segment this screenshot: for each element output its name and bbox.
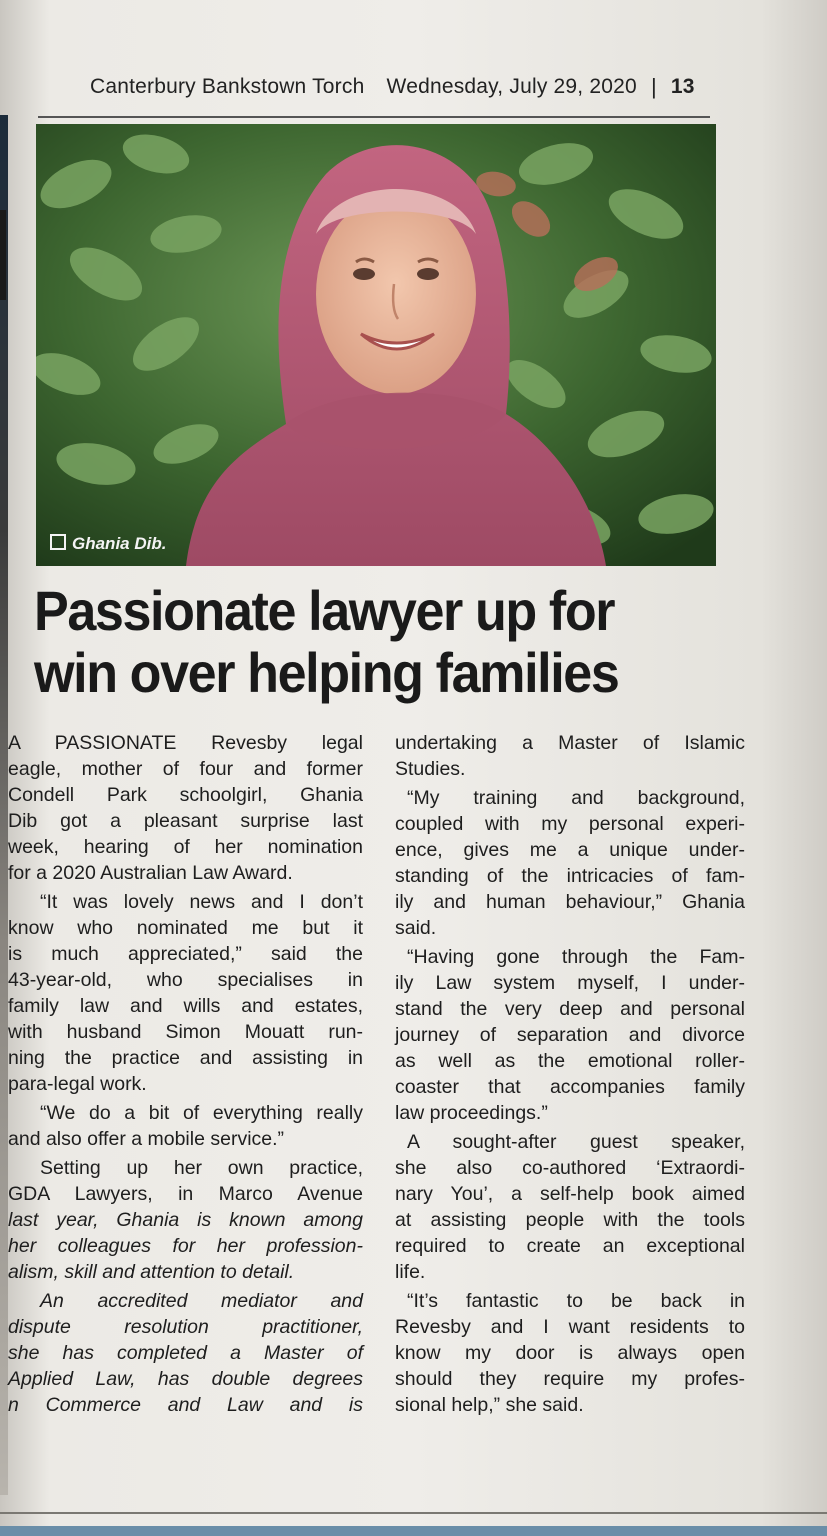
- column1-line: 43-year-old, who specialises in: [8, 969, 363, 991]
- footer-rule: [0, 1512, 827, 1514]
- column1-line: An accredited mediator and: [40, 1290, 363, 1312]
- column1-line: n Commerce and Law and is: [8, 1394, 363, 1416]
- column1-line: last year, Ghania is known among: [8, 1209, 363, 1231]
- column1-line: GDA Lawyers, in Marco Avenue: [8, 1183, 363, 1205]
- column2-line: she also co-authored ‘Extraordi-: [395, 1157, 745, 1179]
- column2-line: stand the very deep and personal: [395, 998, 745, 1020]
- portrait-illustration: [36, 124, 716, 566]
- column2-line: nary You’, a self-help book aimed: [395, 1183, 745, 1205]
- column2-line: life.: [395, 1261, 426, 1283]
- column2-line: as well as the emotional roller-: [395, 1050, 745, 1072]
- column1-line: for a 2020 Australian Law Award.: [8, 862, 293, 884]
- column1-line: week, hearing of her nomination: [8, 836, 363, 858]
- publication-name: Canterbury Bankstown Torch: [90, 75, 365, 98]
- page-header: [90, 74, 730, 114]
- column1-line: alism, skill and attention to detail.: [8, 1261, 295, 1283]
- column2-line: sional help,” she said.: [395, 1394, 584, 1416]
- column1-line: A PASSIONATE Revesby legal: [8, 732, 363, 754]
- issue-date: Wednesday, July 29, 2020: [386, 75, 637, 98]
- column2-line: law proceedings.”: [395, 1102, 548, 1124]
- column2-line: journey of separation and divorce: [395, 1024, 745, 1046]
- page-number: 13: [670, 75, 695, 98]
- column1-line: dispute resolution practitioner,: [8, 1316, 363, 1338]
- column2-line: should they require my profes-: [395, 1368, 745, 1390]
- column2-line: coaster that accompanies family: [395, 1076, 745, 1098]
- column1-line: eagle, mother of four and former: [8, 758, 363, 780]
- article-column-1: [8, 730, 363, 1418]
- article-headline: [34, 580, 676, 704]
- column1-line: Setting up her own practice,: [40, 1157, 363, 1179]
- column1-line: know who nominated me but it: [8, 917, 363, 939]
- column1-line: her colleagues for her profession-: [8, 1235, 363, 1257]
- photo-caption: [50, 534, 166, 554]
- column2-line: “Having gone through the Fam-: [407, 946, 745, 968]
- bottom-edge-strip: [0, 1526, 827, 1536]
- caption-text: Ghania Dib.: [72, 534, 167, 553]
- headline-line-2: win over helping families: [34, 641, 619, 704]
- caption-square-icon: [50, 534, 66, 550]
- article-column-2: [395, 730, 745, 1418]
- column1-line: Dib got a pleasant surprise last: [8, 810, 363, 832]
- column2-line: at assisting people with the tools: [395, 1209, 745, 1231]
- column1-line: family law and wills and estates,: [8, 995, 363, 1017]
- header-separator: |: [650, 74, 657, 99]
- column2-line: ily Law system myself, I under-: [395, 972, 745, 994]
- portrait-photo: [36, 124, 716, 566]
- adjacent-page-edge: [0, 115, 8, 1495]
- column1-line: and also offer a mobile service.”: [8, 1128, 285, 1150]
- column1-line: with husband Simon Mouatt run-: [8, 1021, 363, 1043]
- column2-line: coupled with my personal experi-: [395, 813, 745, 835]
- column2-line: “My training and background,: [407, 787, 745, 809]
- column2-line: Studies.: [395, 758, 466, 780]
- column1-line: “It was lovely news and I don’t: [40, 891, 363, 913]
- column1-line: ning the practice and assisting in: [8, 1047, 363, 1069]
- column2-line: “It’s fantastic to be back in: [407, 1290, 745, 1312]
- column2-line: A sought-after guest speaker,: [407, 1131, 745, 1153]
- column2-line: undertaking a Master of Islamic: [395, 732, 745, 754]
- column1-line: Condell Park schoolgirl, Ghania: [8, 784, 363, 806]
- column1-line: para-legal work.: [8, 1073, 147, 1095]
- column1-line: “We do a bit of everything really: [40, 1102, 363, 1124]
- column2-line: standing of the intricacies of fam-: [395, 865, 745, 887]
- column2-line: ence, gives me a unique under-: [395, 839, 745, 861]
- column2-line: said.: [395, 917, 437, 939]
- header-rule: [38, 116, 710, 118]
- column2-line: Revesby and I want residents to: [395, 1316, 745, 1338]
- column1-line: she has completed a Master of: [8, 1342, 363, 1364]
- column1-line: is much appreciated,” said the: [8, 943, 363, 965]
- column1-line: Applied Law, has double degrees: [8, 1368, 363, 1390]
- headline-line-1: Passionate lawyer up for: [34, 579, 615, 642]
- column2-line: ily and human behaviour,” Ghania: [395, 891, 745, 913]
- column2-line: know my door is always open: [395, 1342, 745, 1364]
- adjacent-page-mark: [0, 210, 6, 300]
- column2-line: required to create an exceptional: [395, 1235, 745, 1257]
